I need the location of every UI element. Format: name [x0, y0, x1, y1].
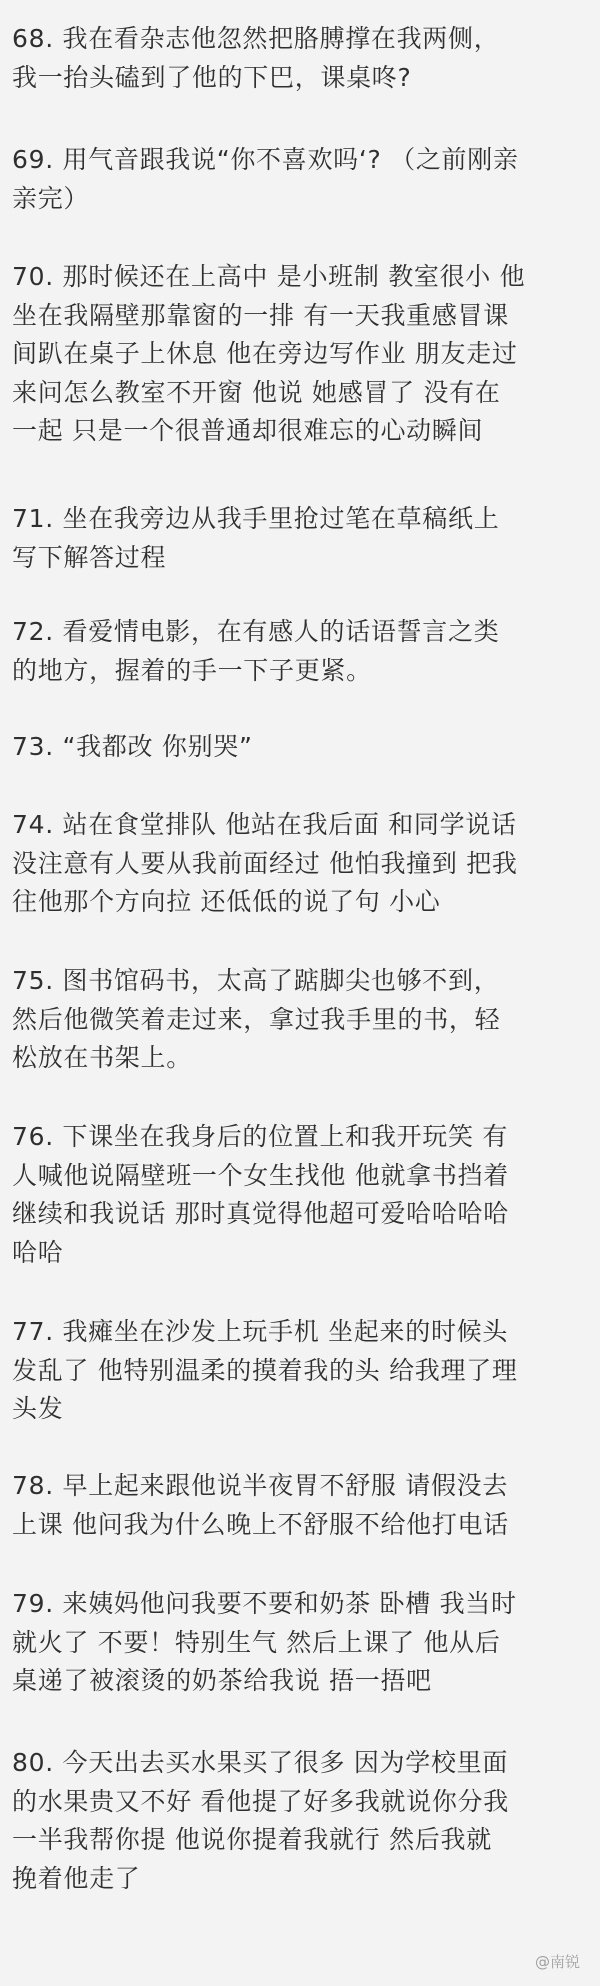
entry-69: 69. 用气音跟我说“你不喜欢吗‘? （之前刚亲 亲完）	[12, 145, 519, 213]
entry-78: 78. 早上起来跟他说半夜胃不舒服 请假没去 上课 他问我为什么晚上不舒服不给他打电话	[12, 1471, 509, 1539]
entry-72: 72. 看爱情电影，在有感人的话语誓言之类 的地方，握着的手一下子更紧。	[12, 617, 500, 685]
entry-70: 70. 那时候还在上高中 是小班制 教室很小 他 坐在我隔壁那靠窗的一排 有一天我重感冒课 间趴在桌子上休息 他在旁边写作业 朋友走过 来问怎么教室不开窗 他说 她感冒了 没有在 一起 只是一个很普通却很难忘的心动瞬间	[12, 262, 526, 445]
entry-80: 80. 今天出去买水果买了很多 因为学校里面 的水果贵又不好 看他提了好多我就说你分我 一半我帮你提 他说你提着我就行 然后我就 挽着他走了	[12, 1748, 509, 1893]
entry-73: 73. “我都改 你别哭”	[12, 732, 253, 761]
entry-68: 68. 我在看杂志他忽然把胳膊撑在我两侧， 我一抬头磕到了他的下巴，课桌咚?	[12, 24, 500, 92]
entry-75: 75. 图书馆码书，太高了踮脚尖也够不到， 然后他微笑着走过来，拿过我手里的书，轻 松放在书架上。	[12, 966, 501, 1072]
entry-74: 74. 站在食堂排队 他站在我后面 和同学说话 没注意有人要从我前面经过 他怕我撞到 把我 往他那个方向拉 还低低的说了句 小心	[12, 810, 518, 916]
entry-77: 77. 我瘫坐在沙发上玩手机 坐起来的时候头 发乱了 他特别温柔的摸着我的头 给我理了理 头发	[12, 1317, 518, 1423]
entry-71: 71. 坐在我旁边从我手里抢过笔在草稿纸上 写下解答过程	[12, 504, 500, 572]
weibo-watermark: @南锐	[534, 1953, 580, 1971]
entry-76: 76. 下课坐在我身后的位置上和我开玩笑 有 人喊他说隔壁班一个女生找他 他就拿书挡着 继续和我说话 那时真觉得他超可爱哈哈哈哈 哈哈	[12, 1122, 509, 1267]
entry-79: 79. 来姨妈他问我要不要和奶茶 卧槽 我当时 就火了 不要！特别生气 然后上课了 他从后 桌递了被滚烫的奶茶给我说 捂一捂吧	[12, 1589, 517, 1695]
